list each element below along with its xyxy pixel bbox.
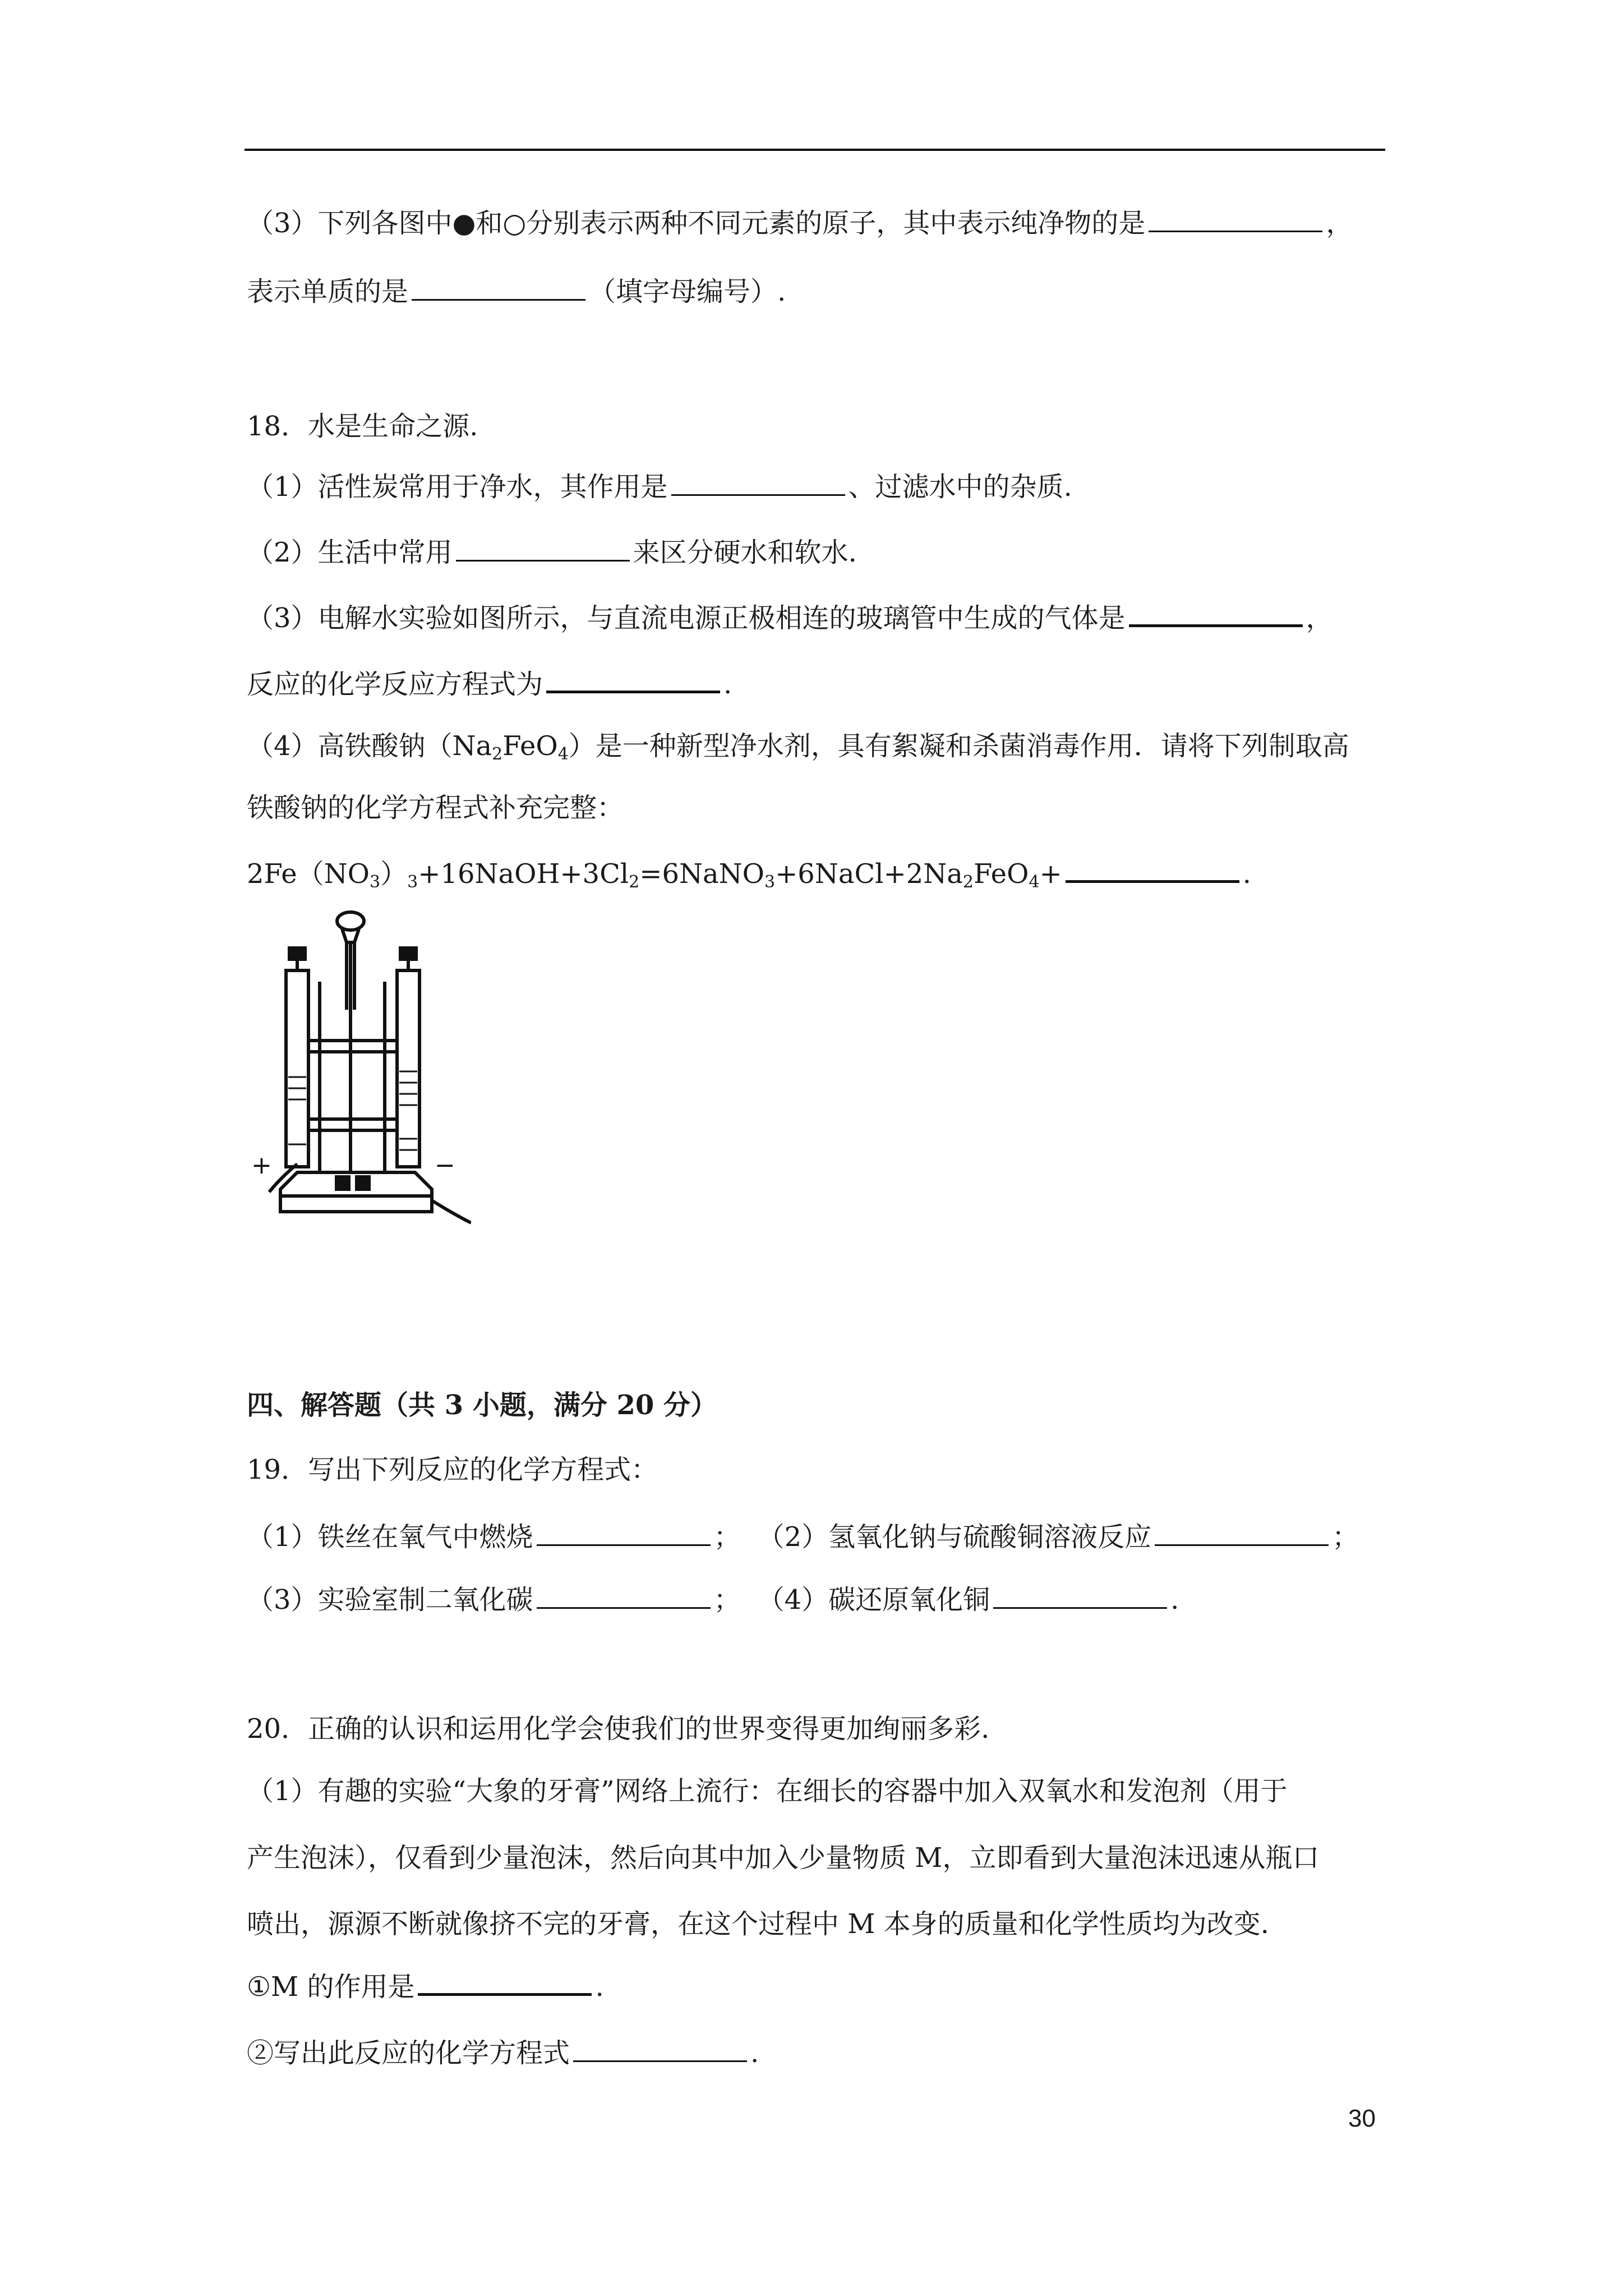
- q18-part4-line1: [247, 729, 1349, 763]
- punct: .: [723, 669, 732, 700]
- q20-sub1: [247, 1970, 604, 2004]
- answer-blank[interactable]: [537, 1585, 711, 1609]
- header-rule: [245, 149, 1385, 151]
- q18-p4-text: （4）高铁酸钠（Na: [247, 730, 492, 762]
- q18-part3: [247, 601, 1333, 635]
- punct: ；: [1332, 1521, 1359, 1553]
- answer-blank[interactable]: [456, 537, 630, 562]
- q19-a-text: （1）铁丝在氧气中燃烧: [247, 1521, 533, 1553]
- q19-b-text: （2）氢氧化钠与硫酸铜溶液反应: [757, 1521, 1152, 1553]
- q18-equation: [247, 857, 1251, 891]
- q19-title: 19．写出下列反应的化学方程式：: [247, 1454, 658, 1485]
- q18-part3b: [247, 668, 732, 701]
- answer-blank[interactable]: [573, 2038, 747, 2062]
- subscript: 2: [962, 872, 974, 892]
- answer-blank[interactable]: [537, 1522, 711, 1546]
- q20-s1-text: ①M 的作用是: [247, 1971, 415, 2003]
- answer-blank[interactable]: [671, 472, 845, 496]
- punct: .: [1242, 858, 1252, 890]
- q18-p2-text: （2）生活中常用: [247, 537, 453, 568]
- q18-part4-line2: 铁酸钠的化学方程式补充完整：: [247, 792, 624, 823]
- q20-sub2: [247, 2036, 759, 2070]
- answer-blank[interactable]: [993, 1585, 1167, 1609]
- subscript: 4: [557, 744, 569, 764]
- q18-title: 18．水是生命之源.: [247, 411, 478, 442]
- eq-part: +6NaCl+2Na: [775, 858, 963, 890]
- q20-para-line2: 产生泡沫），仅看到少量泡沫，然后向其中加入少量物质 M，立即看到大量泡沫迅速从瓶口: [247, 1842, 1320, 1874]
- punct: ，: [1326, 208, 1353, 239]
- q18-p3b-text: 反应的化学反应方程式为: [247, 669, 543, 700]
- eq-part: +: [1039, 858, 1062, 890]
- eq-part: 2Fe（NO: [247, 858, 370, 890]
- q19-c-text: （3）实验室制二氧化碳: [247, 1584, 533, 1616]
- eq-part: =6NaNO: [639, 858, 764, 890]
- section-4-heading: 四、解答题（共 3 小题，满分 20 分）: [247, 1389, 718, 1421]
- punct: .: [1170, 1584, 1179, 1616]
- eq-part: FeO: [974, 858, 1029, 890]
- answer-blank[interactable]: [418, 1971, 592, 1996]
- eq-part: ）: [380, 858, 408, 890]
- q18-p3-text: （3）电解水实验如图所示，与直流电源正极相连的玻璃管中生成的气体是: [247, 602, 1126, 634]
- q17-3-line2: [247, 275, 786, 309]
- q17-3-text: （3）下列各图中●和○分别表示两种不同元素的原子，其中表示纯净物的是: [247, 208, 1146, 239]
- answer-blank[interactable]: [412, 277, 585, 301]
- answer-blank[interactable]: [1129, 602, 1303, 627]
- q18-p2-suffix: 来区分硬水和软水.: [633, 537, 857, 568]
- q19-d-text: （4）碳还原氧化铜: [757, 1584, 990, 1616]
- punct: .: [595, 1971, 604, 2003]
- minus-label: −: [435, 1151, 455, 1180]
- subscript: 2: [629, 872, 640, 892]
- subscript: 3: [407, 872, 418, 892]
- q20-para-line3: 喷出，源源不断就像挤不完的牙膏，在这个过程中 M 本身的质量和化学性质均为改变.: [247, 1908, 1269, 1940]
- subscript: 4: [1029, 872, 1040, 892]
- q18-p1-suffix: 、过滤水中的杂质.: [848, 471, 1072, 503]
- punct: ；: [713, 1521, 741, 1553]
- q20-title: 20．正确的认识和运用化学会使我们的世界变得更加绚丽多彩.: [247, 1713, 990, 1745]
- q18-part1: [247, 470, 1072, 504]
- q20-para-line1: （1）有趣的实验“大象的牙膏”网络上流行：在细长的容器中加入双氧水和发泡剂（用于: [247, 1775, 1288, 1807]
- answer-blank[interactable]: [1155, 1522, 1329, 1546]
- q19-row2: [247, 1583, 1179, 1617]
- q17-3-text: 表示单质的是: [247, 276, 409, 307]
- punct: .: [750, 2037, 759, 2069]
- q18-p4-text: FeO: [502, 730, 558, 762]
- plus-label: +: [251, 1151, 272, 1180]
- q18-p1-text: （1）活性炭常用于净水，其作用是: [247, 471, 668, 503]
- eq-part: +16NaOH+3Cl: [418, 858, 629, 890]
- electrolysis-apparatus-figure: [247, 909, 471, 1234]
- q17-3-line1: [247, 206, 1353, 240]
- punct: ，: [1306, 602, 1333, 634]
- q18-part2: [247, 536, 857, 569]
- page-number: 30: [1348, 2105, 1376, 2132]
- q19-row1: [247, 1520, 1359, 1554]
- answer-blank[interactable]: [546, 668, 720, 693]
- q17-3-suffix: （填字母编号）.: [589, 276, 786, 307]
- punct: ；: [713, 1584, 741, 1616]
- subscript: 3: [369, 872, 381, 892]
- answer-blank[interactable]: [1149, 208, 1322, 232]
- q20-s2-text: ②写出此反应的化学方程式: [247, 2037, 570, 2069]
- subscript: 2: [492, 744, 503, 764]
- answer-blank[interactable]: [1066, 858, 1239, 883]
- q18-p4-text: ）是一种新型净水剂，具有絮凝和杀菌消毒作用．请将下列制取高: [568, 730, 1349, 762]
- subscript: 3: [764, 872, 776, 892]
